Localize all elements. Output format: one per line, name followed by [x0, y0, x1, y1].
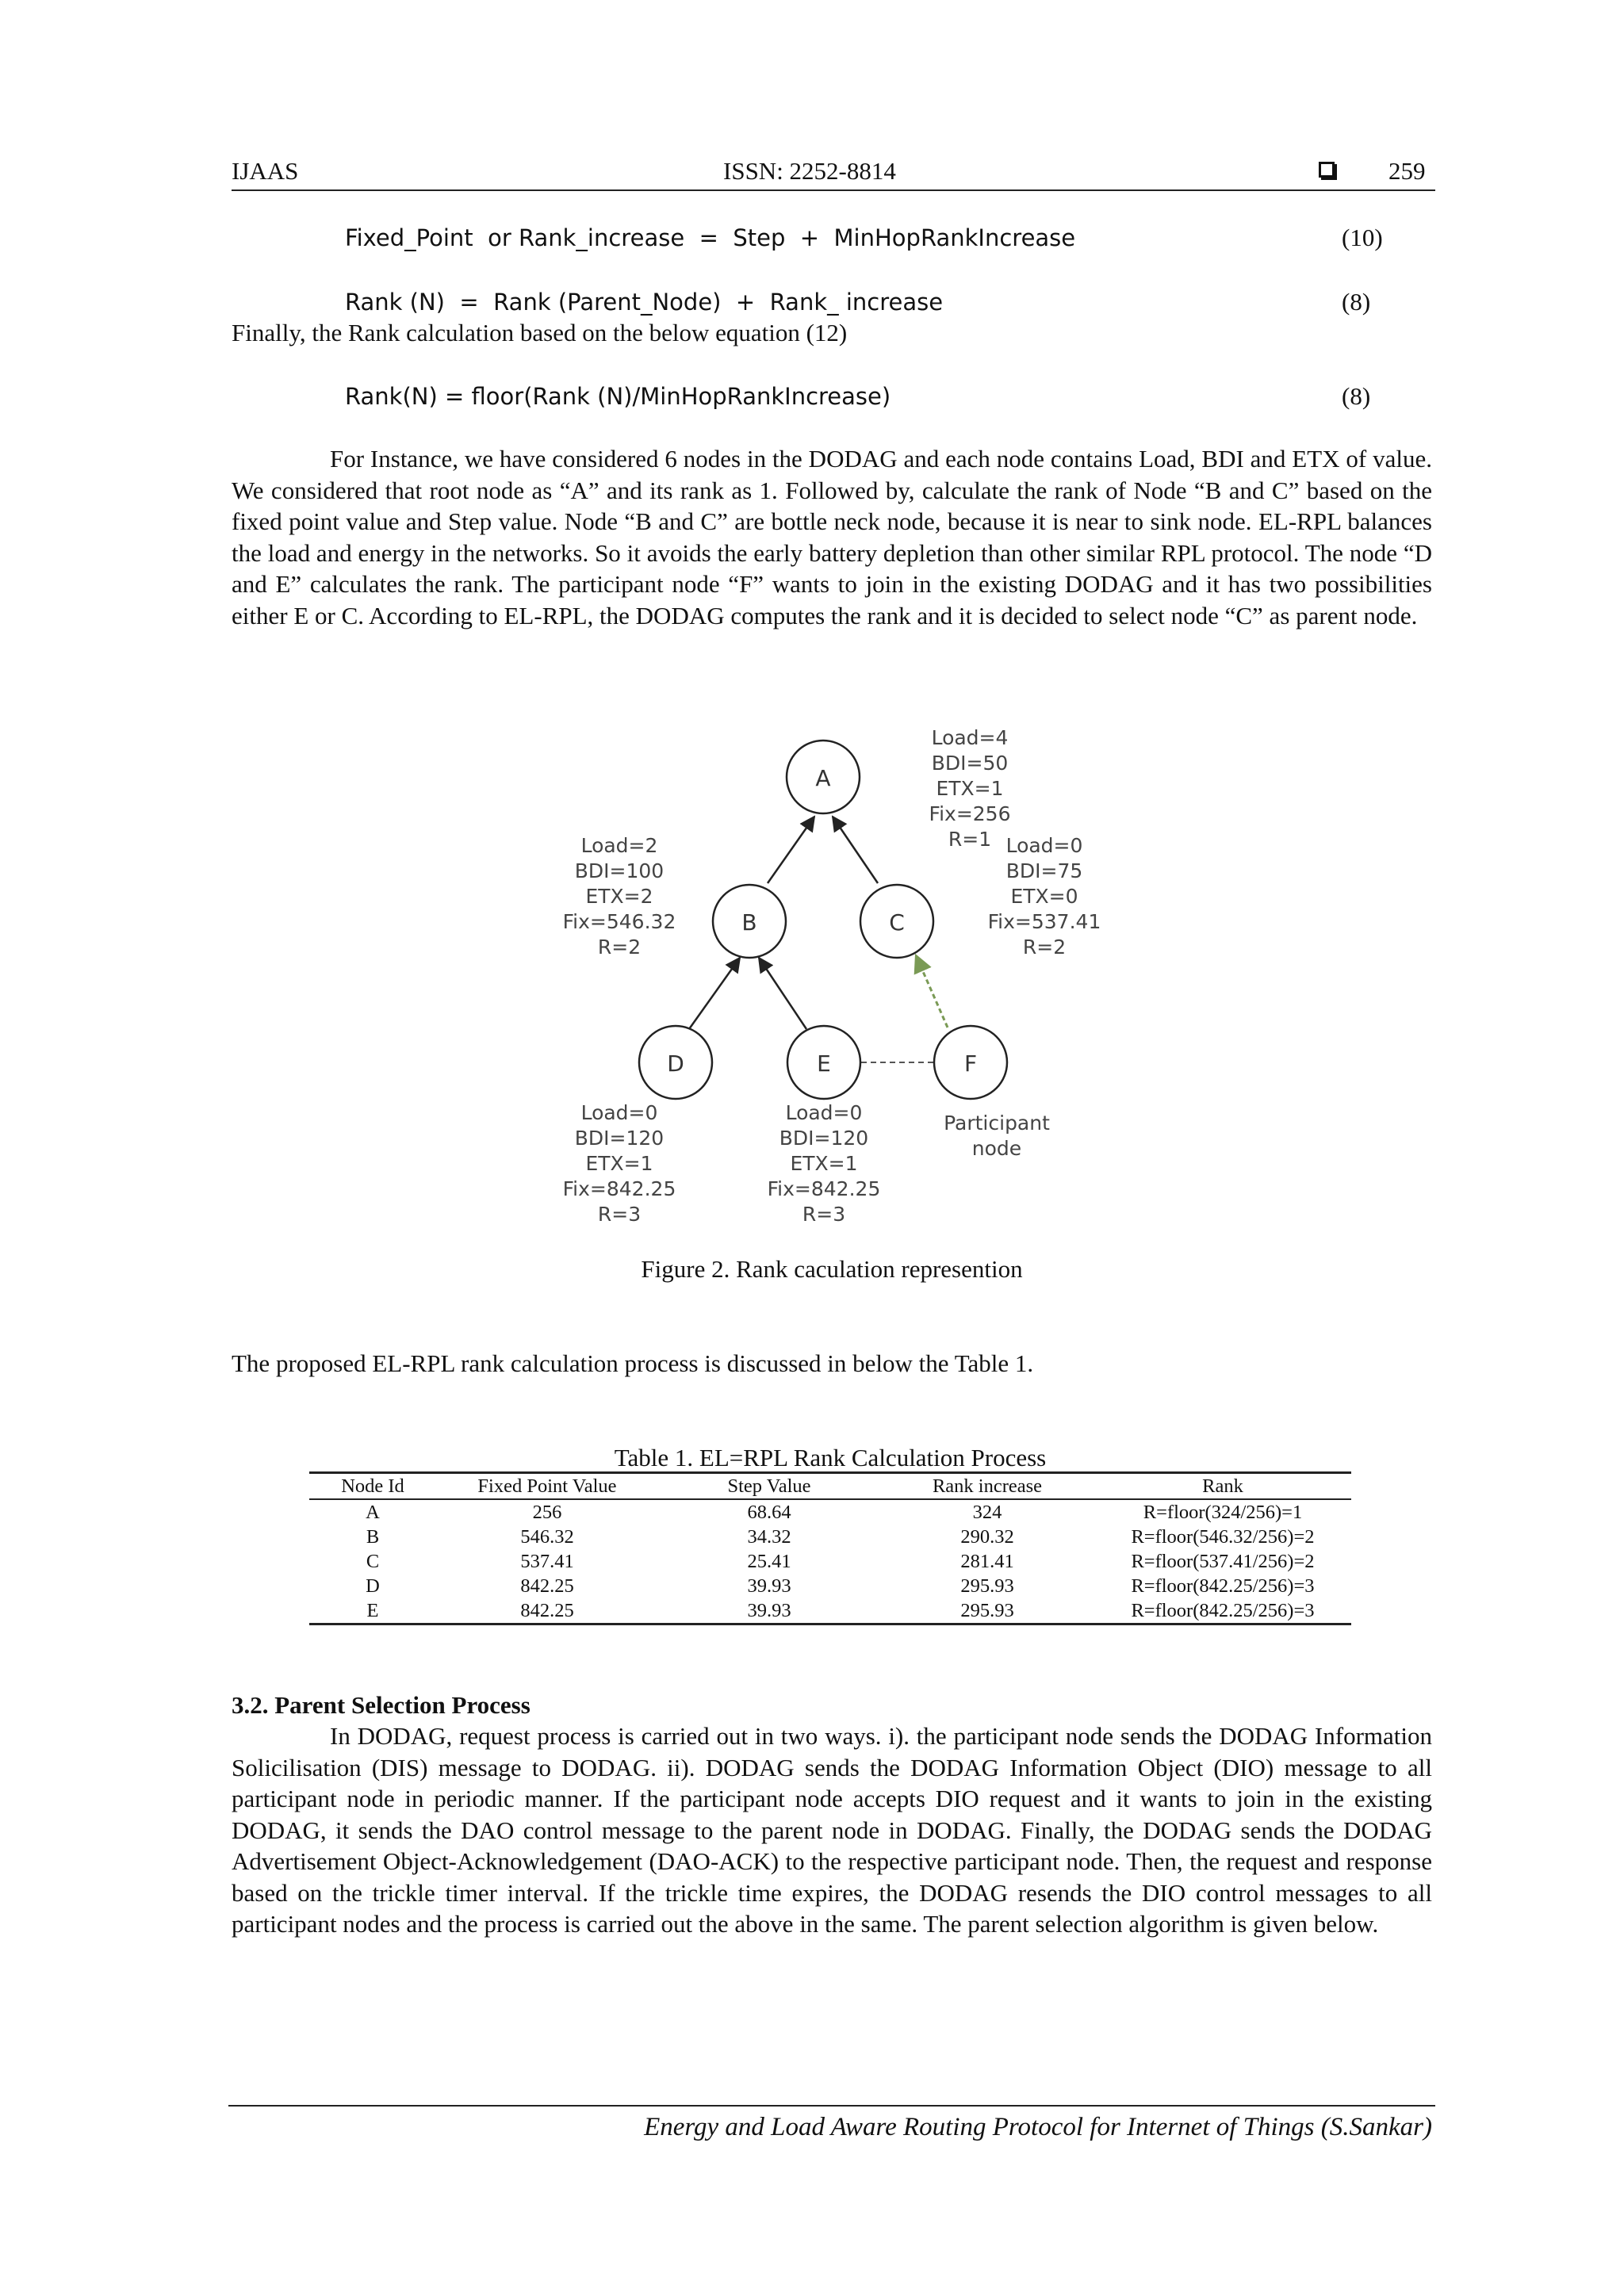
equation-number: (10): [1342, 224, 1383, 251]
svg-text:ETX=1: ETX=1: [790, 1152, 858, 1175]
svg-text:R=2: R=2: [597, 936, 642, 959]
svg-text:R=1: R=1: [948, 828, 992, 851]
svg-text:BDI=120: BDI=120: [574, 1127, 665, 1150]
svg-text:BDI=50: BDI=50: [931, 752, 1009, 775]
section-heading: 3.2. Parent Selection Process: [232, 1691, 530, 1719]
svg-text:ETX=1: ETX=1: [585, 1152, 653, 1175]
col-rank-increase: Rank increase: [880, 1473, 1094, 1500]
issn: ISSN: 2252-8814: [723, 157, 896, 185]
svg-text:ETX=1: ETX=1: [936, 777, 1004, 800]
label-node-f: [944, 1112, 1050, 1160]
svg-text:ETX=0: ETX=0: [1010, 885, 1078, 908]
svg-text:Load=0: Load=0: [785, 1101, 863, 1124]
node-b: [713, 885, 786, 958]
footer-rule: [228, 2105, 1435, 2107]
table-row: D 842.25 39.93 295.93 R=floor(842.25/256)=3: [366, 1575, 1315, 1597]
svg-text:B: B: [741, 909, 757, 936]
col-step-value: Step Value: [658, 1473, 880, 1500]
paragraph-parent-selection: In DODAG, request process is carried out in two ways. i). the participant node sends the DODAG Information Solicilisation (DIS) message to DODAG. ii). DODAG sends the DODAG Information Object (DIO) message to all participant node in periodic manner. If the participant node accepts DIO request and it wants to join in the existing DODAG, it sends the DAO control message to the parent node in DODAG. Finally, the DODAG sends the DODAG Advertisement Object-Acknowledgement (DAO-ACK) to the respective participant node. Then, the request and response based on the trickle timer interval. If the trickle time expires, the DODAG resends the DIO control messages to all participant nodes and the process is carried out the above in the same. The parent selection algorithm is given below.: [232, 1722, 1432, 1938]
figure-caption: Figure 2. Rank caculation represention: [641, 1255, 1023, 1283]
paragraph-example: For Instance, we have considered 6 nodes in the DODAG and each node contains Load, BDI and ETX of value. We considered that root node as “A” and its rank as 1. Followed by, calculate the rank of Node “B and C” based on the fixed point value and Step value. Node “B and C” are bottle neck node, because it is near to sink node. EL-RPL balances the load and energy in the networks. So it avoids the early battery depletion than other similar RPL protocol. The node “D and E” calculates the rank. The participant node “F” wants to join in the existing DODAG and it has two possibilities either E or C. According to EL-RPL, the DODAG computes the rank and it is decided to select node “C” as parent node.: [232, 445, 1432, 629]
svg-text:BDI=75: BDI=75: [1005, 859, 1083, 882]
table-title: Table 1. EL=RPL Rank Calculation Process: [614, 1444, 1047, 1471]
equation-number: (8): [1342, 382, 1371, 410]
table-row: B 546.32 34.32 290.32 R=floor(546.32/256)=2: [366, 1526, 1315, 1548]
col-rank: Rank: [1094, 1473, 1351, 1500]
svg-text:Load=0: Load=0: [1005, 834, 1083, 857]
svg-text:Fix=546.32: Fix=546.32: [562, 910, 676, 933]
edge-f-to-c-participant: [916, 955, 948, 1027]
node-c: [860, 885, 933, 958]
label-node-e: [768, 1101, 881, 1226]
edge-b-to-a: [768, 817, 814, 883]
svg-text:C: C: [889, 909, 905, 936]
svg-text:Participant: Participant: [944, 1112, 1050, 1135]
node-d: [639, 1026, 712, 1099]
node-e: [787, 1026, 860, 1099]
label-node-c: [988, 834, 1101, 959]
equation-rank-sum: Rank (N) = Rank (Parent_Node) + Rank_ increase: [345, 289, 944, 316]
svg-text:Fix=842.25: Fix=842.25: [562, 1177, 676, 1200]
finally-line: Finally, the Rank calculation based on the below equation (12): [232, 319, 848, 346]
svg-text:E: E: [817, 1050, 831, 1077]
svg-text:Fix=842.25: Fix=842.25: [767, 1177, 881, 1200]
label-node-a: [929, 726, 1011, 851]
svg-text:Fix=537.41: Fix=537.41: [987, 910, 1101, 933]
label-node-d: [563, 1101, 676, 1226]
edge-e-to-b: [759, 958, 806, 1029]
table-row: C 537.41 25.41 281.41 R=floor(537.41/256)=2: [366, 1551, 1315, 1572]
svg-text:F: F: [963, 1050, 978, 1077]
journal-name: IJAAS: [232, 157, 299, 185]
svg-text:D: D: [667, 1050, 684, 1077]
svg-text:A: A: [815, 765, 831, 791]
equation-number: (8): [1342, 288, 1371, 316]
table-intro: The proposed EL-RPL rank calculation process is discussed in below the Table 1.: [232, 1349, 1034, 1377]
svg-text:BDI=100: BDI=100: [574, 859, 665, 882]
edge-c-to-a: [833, 817, 878, 883]
table-header-row: [309, 1473, 1351, 1500]
svg-text:BDI=120: BDI=120: [779, 1127, 869, 1150]
svg-text:Load=2: Load=2: [580, 834, 658, 857]
svg-text:R=3: R=3: [597, 1203, 642, 1226]
svg-text:node: node: [971, 1137, 1022, 1160]
node-f: [934, 1026, 1007, 1099]
col-fixed-point: Fixed Point Value: [436, 1473, 658, 1500]
footer-title: Energy and Load Aware Routing Protocol for Internet of Things (S.Sankar): [644, 2113, 1432, 2141]
rank-table: [309, 1471, 1351, 1625]
equation-fixed-point: Fixed_Point or Rank_increase = Step + MinHopRankIncrease: [345, 224, 1076, 251]
svg-text:Fix=256: Fix=256: [929, 802, 1011, 825]
table-row: A 256 68.64 324 R=floor(324/256)=1: [366, 1502, 1303, 1523]
svg-text:R=3: R=3: [802, 1203, 846, 1226]
col-node-id: Node Id: [309, 1473, 436, 1500]
node-a: [787, 740, 860, 813]
edge-d-to-b: [689, 958, 740, 1029]
svg-text:Load=0: Load=0: [580, 1101, 658, 1124]
label-node-b: [563, 834, 676, 959]
page-number: 259: [1388, 157, 1426, 185]
svg-text:Load=4: Load=4: [931, 726, 1009, 749]
svg-text:R=2: R=2: [1022, 936, 1067, 959]
svg-text:ETX=2: ETX=2: [585, 885, 653, 908]
equation-rank-floor: Rank(N) = floor(Rank (N)/MinHopRankIncrease): [345, 383, 891, 410]
table-row: E 842.25 39.93 295.93 R=floor(842.25/256)=3: [366, 1600, 1315, 1621]
